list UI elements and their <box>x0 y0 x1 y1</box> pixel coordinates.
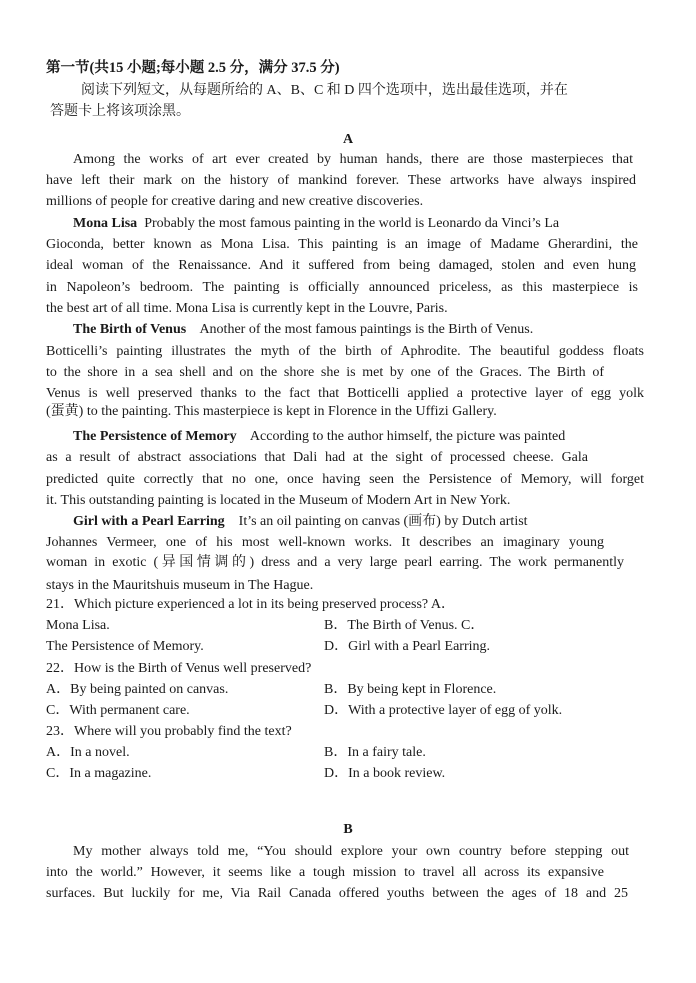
passage-line: as a result of abstract associations that Dali had at the sight of processed cheese. Gala <box>46 450 588 465</box>
passage-line: Probably the most famous painting in the world is Leonardo da Vinci’s La <box>144 216 560 231</box>
question-22-stem: 22．How is the Birth of Venus well preserved? <box>46 661 312 676</box>
question-21-stem: 21．Which picture experienced a lot in its being preserved process? A． <box>46 597 455 612</box>
passage-line: woman in exotic (异国情调的) dress and a very large pearl earring. The work permanently <box>46 555 624 570</box>
passage-line: in Napoleon’s bedroom. The painting is officially announced priceless, as this masterpiece is <box>46 280 638 295</box>
passage-line: millions of people for creative daring and new creative discoveries. <box>46 194 424 209</box>
instructions-line: 阅读下列短文，从每题所给的 A、B、C 和 D 四个选项中，选出最佳选项，并在 <box>81 83 568 98</box>
passage-line: ideal woman of the Renaissance. And it suffered from being damaged, stolen and even hung <box>46 258 636 273</box>
passage-line: have left their mark on the history of mankind forever. These artworks have always inspired <box>46 173 636 188</box>
question-22-option-d: D．With a protective layer of egg of yolk. <box>324 703 563 718</box>
passage-line: Among the works of art ever created by human hands, there are those masterpieces that <box>73 152 633 167</box>
passage-line: Another of the most famous paintings is the Birth of Venus. <box>199 322 534 337</box>
passage-line: Gioconda, better known as Mona Lisa. This painting is an image of Madame Gherardini, the <box>46 237 638 252</box>
pearl-title: Girl with a Pearl Earring <box>73 514 225 529</box>
question-21-option-a: Mona Lisa. <box>46 618 110 633</box>
mona-lisa-paragraph-first <box>73 214 641 234</box>
passage-line: surfaces. But luckily for me, Via Rail Canada offered youths between the ages of 18 and 25 <box>46 886 628 901</box>
passage-line: Venus is well preserved thanks to the fact that Botticelli applied a protective layer of egg yolk <box>46 386 644 401</box>
question-21-option-b: B．The Birth of Venus. C． <box>324 618 485 633</box>
instructions-line: 答题卡上将该项涂黑。 <box>50 104 190 119</box>
venus-paragraph-first <box>73 320 673 340</box>
passage-line: to the shore in a sea shell and on the shore she is met by one of the Graces. The Birth of <box>46 365 604 380</box>
question-23-stem: 23．Where will you probably find the text? <box>46 724 292 739</box>
passage-line: Johannes Vermeer, one of his most well-known works. It describes an imaginary young <box>46 535 604 550</box>
question-21-option-d: D．Girl with a Pearl Earring. <box>324 639 491 654</box>
question-23-option-d: D．In a book review. <box>324 766 446 781</box>
question-21-option-c: The Persistence of Memory. <box>46 639 204 654</box>
passage-line: it. This outstanding painting is located in the Museum of Modern Art in New York. <box>46 493 511 508</box>
passage-line: Botticelli’s painting illustrates the myth of the birth of Aphrodite. The beautiful goddess floats <box>46 344 644 359</box>
passage-b-label: B <box>343 822 353 837</box>
mona-lisa-title: Mona Lisa <box>73 216 138 231</box>
section-heading: 第一节(共15 小题;每小题 2.5 分，满分 37.5 分) <box>46 60 340 76</box>
venus-title: The Birth of Venus <box>73 322 187 337</box>
passage-line: into the world.” However, it seems like a tough mission to travel all across its expansive <box>46 865 604 880</box>
passage-line: According to the author himself, the picture was painted <box>249 429 566 444</box>
passage-line: My mother always told me, “You should explore your own country before stepping out <box>73 844 629 859</box>
question-23-option-c: C．In a magazine. <box>46 766 152 781</box>
question-22-option-c: C．With permanent care. <box>46 703 190 718</box>
memory-paragraph-first <box>73 427 673 447</box>
passage-line: the best art of all time. Mona Lisa is currently kept in the Louvre, Paris. <box>46 301 448 316</box>
question-22-option-b: B．By being kept in Florence. <box>324 682 497 697</box>
passage-a-label: A <box>342 132 354 147</box>
passage-line: stays in the Mauritshuis museum in The Hague. <box>46 578 314 593</box>
passage-line: (蛋黄) to the painting. This masterpiece is kept in Florence in the Uffizi Gallery. <box>46 404 497 419</box>
memory-title: The Persistence of Memory <box>73 429 237 444</box>
question-22-option-a: A．By being painted on canvas. <box>46 682 229 697</box>
passage-line: predicted quite correctly that no one, once having seen the Persistence of Memory, will forget <box>46 472 644 487</box>
pearl-paragraph-first <box>73 512 673 532</box>
question-23-option-b: B．In a fairy tale. <box>324 745 426 760</box>
passage-line: It’s an oil painting on canvas (画布) by Dutch artist <box>238 514 528 529</box>
question-23-option-a: A．In a novel. <box>46 745 130 760</box>
